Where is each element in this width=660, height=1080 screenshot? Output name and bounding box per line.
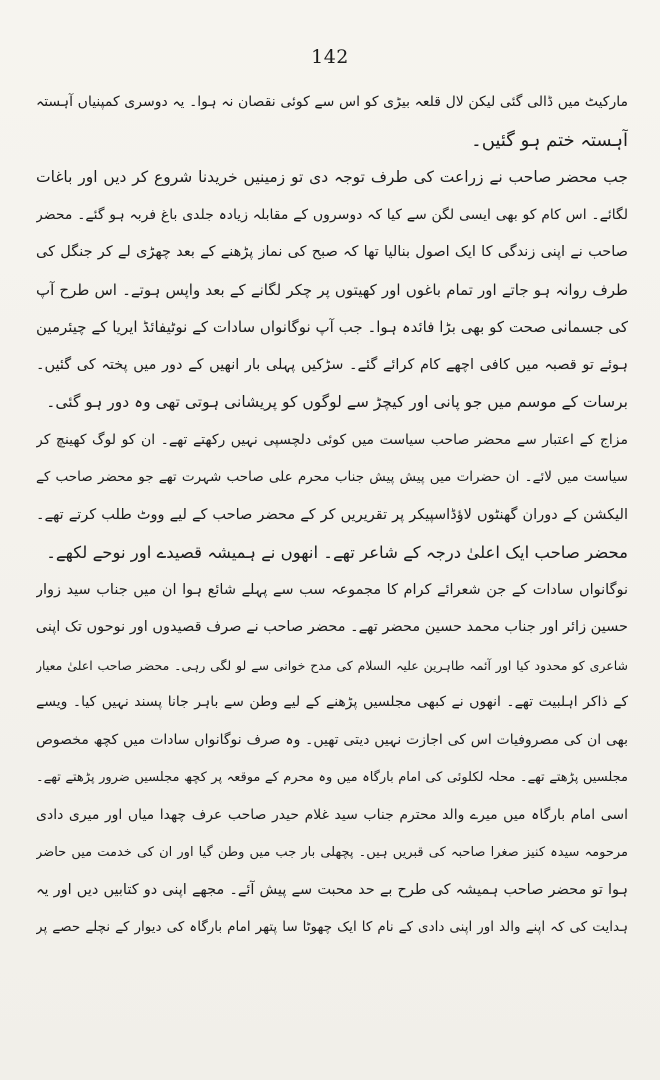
text-line: برسات کے موسم میں جو پانی اور کیچڑ سے لوگوں کو پریشانی ہوتی تھی وہ دور ہو گئی۔	[46, 393, 628, 411]
page-body-text	[36, 84, 628, 947]
text-line: حسین زائر اور جناب محمد حسین محضر تھے۔ محضر صاحب نے صرف قصیدوں اور نوحوں تک اپنی	[36, 619, 628, 635]
text-line: الیکشن کے دوران گھنٹوں لاؤڈاسپیکر پر تقریریں کر کے محضر صاحب کے لیے ووٹ طلب کرتے تھے۔	[36, 506, 628, 523]
text-line: ہدایت کی کہ اپنے والد اور اپنی دادی کے نام کا ایک چھوٹا سا پتھر امام بارگاہ کی دیوار کے نچلے حصے پر	[36, 919, 628, 935]
text-line: لگائے۔ اس کام کو بھی ایسی لگن سے کیا کہ دوسروں کے مقابلہ زیادہ جلدی باغ فربہ ہو گئے۔ محضر	[36, 206, 628, 223]
text-line: مزاج کے اعتبار سے محضر صاحب سیاست میں کوئی دلچسپی نہیں رکھتے تھے۔ ان کو لوگ کھینچ کر	[36, 431, 628, 448]
text-line: طرف روانہ ہو جاتے اور تمام باغوں اور کھیتوں پر چکر لگانے کے بعد واپس ہوتے۔ اس طرح آپ	[36, 280, 628, 299]
page-number: 142	[311, 46, 349, 68]
text-line: نوگانواں سادات کے جن شعرائے کرام کا مجموعہ سب سے پہلے شائع ہوا ان میں جناب سید زوار	[36, 581, 628, 598]
text-line: صاحب نے اپنی زندگی کا ایک اصول بنالیا تھا کہ صبح کی نماز پڑھنے کے بعد چھڑی لے کر جنگل کی	[36, 244, 628, 260]
text-line: ہوا تو محضر صاحب ہمیشہ کی طرح بے حد محبت سے پیش آئے۔ مجھے اپنی دو کتابیں دیں اور یہ	[36, 881, 628, 898]
text-line: شاعری کو محدود کیا اور آئمہ طاہرین علیہ السلام کی مدح خوانی سے لو لگی رہی۔ محضر صاحب اعلیٰ معیار	[36, 657, 628, 673]
text-line: آہستہ ختم ہو گئیں۔	[471, 129, 628, 151]
text-line: سیاست میں لائے۔ ان حضرات میں پیش پیش جناب محرم علی صاحب شہرت تھے جو محضر صاحب کے	[36, 469, 628, 485]
text-line: جب محضر صاحب نے زراعت کی طرف توجہ دی تو زمینیں خریدنا شروع کر دیں اور باغات	[36, 168, 628, 186]
text-line: مرحومہ سیدہ کنیز صغرا صاحبہ کی قبریں ہیں۔ پچھلی بار جب میں وطن گیا اور ان کی خدمت میں حاضر	[36, 845, 628, 860]
text-line: کی جسمانی صحت کو بھی بڑا فائدہ ہوا۔ جب آپ نوگانواں سادات کے نوٹیفائڈ ایریا کے چیئرمین	[36, 318, 628, 336]
text-line: ہوئے تو قصبہ میں کافی اچھے کام کرائے گئے۔ سڑکیں پہلی بار انھیں کے دور میں پختہ کی گئیں۔	[36, 356, 628, 373]
text-line: اسی امام بارگاہ میں میرے والد محترم جناب سید غلام حیدر صاحب عرف چھدا میاں اور میری دادی	[36, 806, 628, 823]
text-line: بھی ان کی مصروفیات اس کی اجازت نہیں دیتی تھیں۔ وہ صرف نوگانواں سادات میں کچھ مخصوص	[36, 731, 628, 748]
text-line: مارکیٹ میں ڈالی گئی لیکن لال قلعہ بیڑی کو اس سے کوئی نقصان نہ ہوا۔ یہ دوسری کمپنیاں آہستہ	[36, 94, 628, 110]
text-line: محضر صاحب ایک اعلیٰ درجہ کے شاعر تھے۔ انھوں نے ہمیشہ قصیدے اور نوحے لکھے۔	[46, 543, 628, 562]
text-line: کے ذاکر اہلبیت تھے۔ انھوں نے کبھی مجلسیں پڑھنے کے لیے وطن سے باہر جانا پسند نہیں کیا۔ ویسے	[36, 694, 628, 710]
text-line: مجلسیں پڑھتے تھے۔ محلہ لکلوئی کی امام بارگاہ میں وہ محرم کے موقعہ پر کچھ مجلسیں ضرور پڑھتے تھے۔	[36, 770, 628, 785]
